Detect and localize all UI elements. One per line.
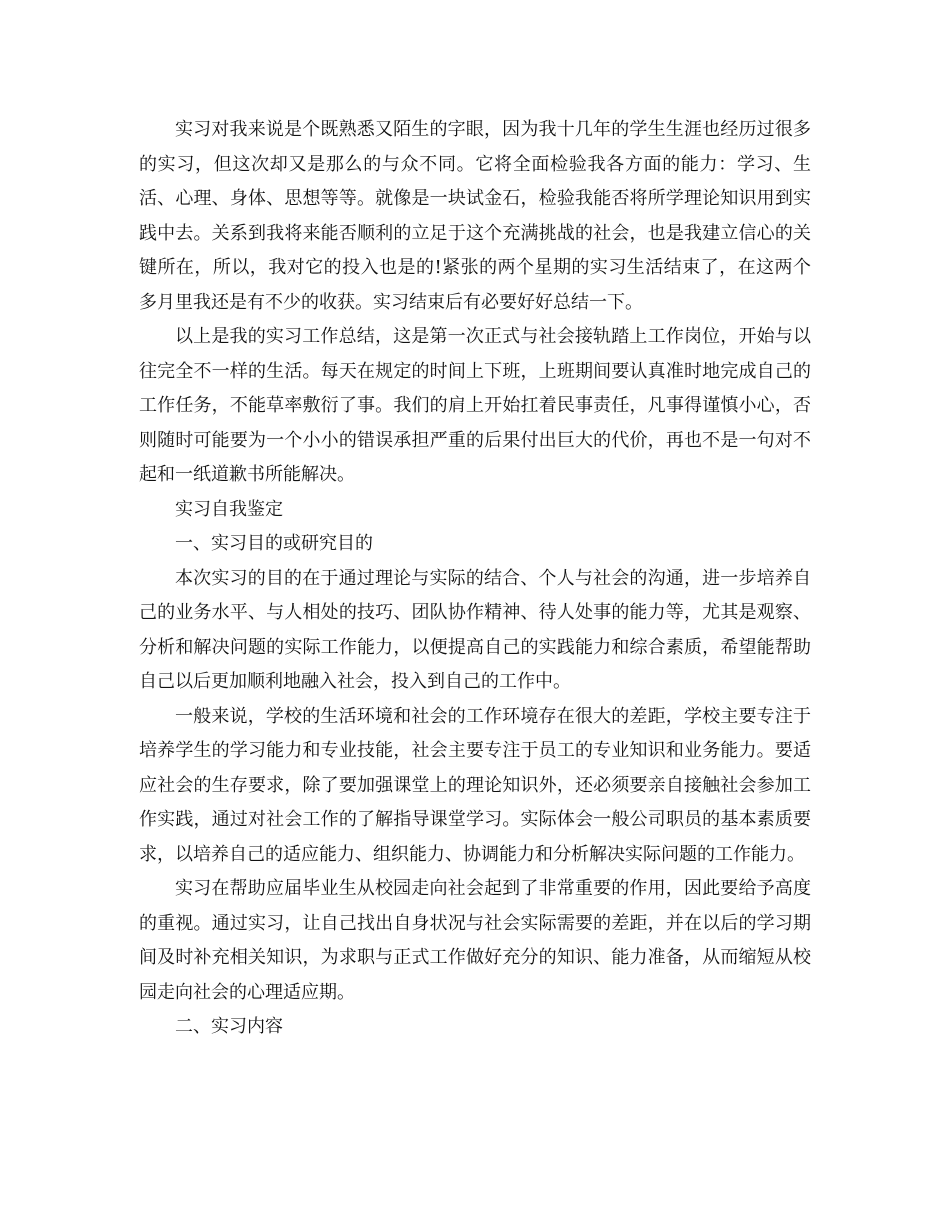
paragraph-importance: 实习在帮助应届毕业生从校园走向社会起到了非常重要的作用，因此要给予高度的重视。通过实习，让自己找出自身状况与社会实际需要的差距，并在以后的学习期间及时补充相关知识，为求职与正式工作做好充分的知识、能力准备，从而缩短从校园走向社会的心理适应期。	[139, 878, 811, 1003]
section-title-self-appraisal: 实习自我鉴定	[175, 498, 283, 520]
heading-internship-content: 二、实习内容	[175, 1016, 283, 1037]
paragraph-summary: 以上是我的实习工作总结，这是第一次正式与社会接轨踏上工作岗位，开始与以往完全不一样的生活。每天在规定的时间上下班，上班期间要认真准时地完成自己的工作任务，不能草率敷衍了事。我们的肩上开始扛着民事责任，凡事得谨慎小心，否则随时可能要为一个小小的错误承担严重的后果付出巨大的代价，再也不是一句对不起和一纸道歉书所能解决。	[139, 326, 811, 485]
paragraph-school-vs-society: 一般来说，学校的生活环境和社会的工作环境存在很大的差距，学校主要专注于培养学生的学习能力和专业技能，社会主要专注于员工的专业知识和业务能力。要适应社会的生存要求，除了要加强课堂上的理论知识外，还必须要亲自接触社会参加工作实践，通过对社会工作的了解指导课堂学习。实际体会一般公司职员的基本素质要求，以培养自己的适应能力、组织能力、协调能力和分析解决实际问题的工作能力。	[139, 705, 811, 865]
heading-internship-purpose: 一、实习目的或研究目的	[175, 533, 373, 554]
document-body	[139, 113, 811, 1045]
paragraph-purpose: 本次实习的目的在于通过理论与实际的结合、个人与社会的沟通，进一步培养自己的业务水平、与人相处的技巧、团队协作精神、待人处事的能力等，尤其是观察、分析和解决问题的实际工作能力，以便提高自己的实践能力和综合素质，希望能帮助自己以后更加顺利地融入社会，投入到自己的工作中。	[139, 567, 811, 692]
paragraph-intro: 实习对我来说是个既熟悉又陌生的字眼，因为我十几年的学生生涯也经历过很多的实习，但这次却又是那么的与众不同。它将全面检验我各方面的能力：学习、生活、心理、身体、思想等等。就像是一块试金石，检验我能否将所学理论知识用到实践中去。关系到我将来能否顺利的立足于这个充满挑战的社会，也是我建立信心的关键所在，所以，我对它的投入也是的!紧张的两个星期的实习生活结束了，在这两个多月里我还是有不少的收获。实习结束后有必要好好总结一下。	[139, 119, 811, 313]
